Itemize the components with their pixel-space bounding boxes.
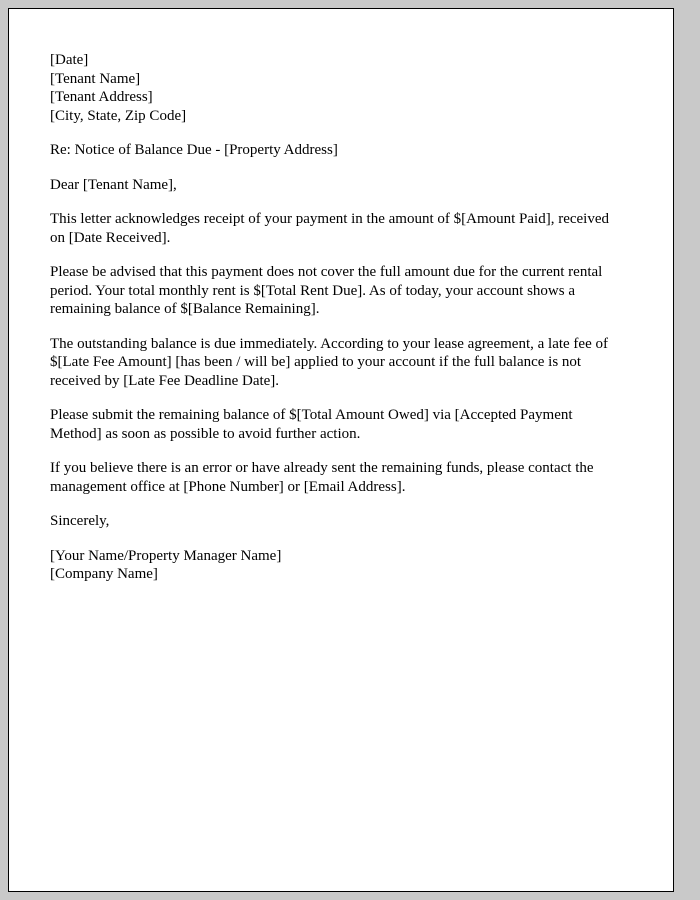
- paragraph-payment-request: Please submit the remaining balance of $[Total Amount Owed] via [Accepted Payment Method] as soon as possible to avoid further action.: [50, 407, 573, 442]
- paragraph-late-fee: The outstanding balance is due immediately. According to your lease agreement, a late fee of $[Late Fee Amount] [has been / will be] applied to your account if the full balance is not received by [Late Fee Deadline Date].: [50, 335, 608, 389]
- paragraph-payment-receipt: This letter acknowledges receipt of your payment in the amount of $[Amount Paid], received on [Date Received].: [50, 211, 609, 246]
- salutation: Dear [Tenant Name],: [50, 176, 177, 193]
- tenant-address-line: [Tenant Address]: [50, 89, 153, 105]
- city-state-zip-line: [City, State, Zip Code]: [50, 107, 187, 124]
- closing: Sincerely,: [50, 513, 110, 529]
- subject-line: Re: Notice of Balance Due - [Property Address]: [50, 142, 338, 158]
- letter-header-block: [50, 51, 625, 125]
- paragraph-balance-advisory: Please be advised that this payment does not cover the full amount due for the current rental period. Your total monthly rent is $[Total Rent Due]. As of today, your account shows a remaining balance of $[Balance Remaining].: [50, 264, 603, 317]
- letter-body: [9, 9, 673, 584]
- signature-block: [50, 547, 625, 584]
- tenant-name-line: [Tenant Name]: [50, 70, 141, 87]
- letter-page: [8, 8, 674, 892]
- signature-company-line: [Company Name]: [50, 566, 158, 582]
- date-line: [Date]: [50, 52, 89, 68]
- paragraph-contact-info: If you believe there is an error or have already sent the remaining funds, please contact the management office at [Phone Number] or [Email Address].: [50, 460, 594, 495]
- signature-name-line: [Your Name/Property Manager Name]: [50, 547, 282, 564]
